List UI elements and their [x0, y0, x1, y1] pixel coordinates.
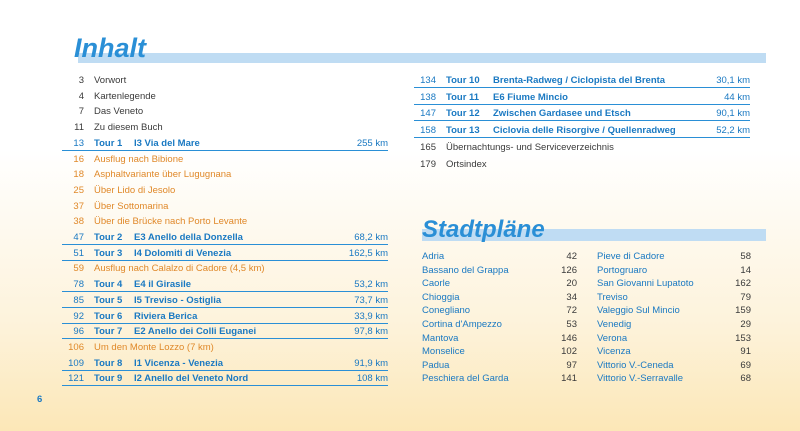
- entry-page: 4: [78, 90, 84, 102]
- city-page: 146: [561, 332, 577, 344]
- tour-distance: 162,5 km: [348, 247, 388, 259]
- stadt-title: Stadtpläne: [422, 216, 545, 243]
- contents-entry: [62, 152, 388, 167]
- city-page: 91: [740, 346, 751, 358]
- tour-entry: [62, 371, 388, 386]
- tour-number: Tour 10: [446, 75, 480, 86]
- entry-title: Vorwort: [94, 75, 127, 86]
- city-page: 58: [740, 251, 751, 262]
- city-name: Pieve di Cadore: [597, 251, 665, 262]
- page-number: 6: [37, 394, 43, 405]
- entry-page: 7: [78, 106, 84, 118]
- entry-title: Über die Brücke nach Porto Levante: [94, 216, 248, 228]
- city-name: Cortina d'Ampezzo: [422, 319, 502, 330]
- entry-page: 158: [420, 125, 436, 137]
- city-page: 102: [561, 346, 577, 358]
- entry-page: 134: [420, 75, 436, 86]
- entry-page: 138: [420, 91, 436, 103]
- tour-entry: [62, 230, 388, 245]
- tour-distance: 52,2 km: [716, 125, 750, 137]
- city-map-entry: [422, 359, 577, 373]
- city-name: Monselice: [422, 346, 465, 358]
- entry-page: 18: [73, 169, 84, 181]
- contents-title: Inhalt: [74, 33, 146, 63]
- tour-number: Tour 11: [446, 91, 480, 103]
- city-name: Chioggia: [422, 291, 460, 303]
- city-map-entry: [597, 318, 751, 332]
- tour-distance: 73,7 km: [354, 294, 388, 306]
- entry-title: E2 Anello dei Colli Euganei: [134, 326, 257, 338]
- city-page: 68: [740, 373, 751, 385]
- contents-title-band: [78, 53, 766, 63]
- entry-page: 106: [68, 341, 84, 353]
- city-name: Treviso: [597, 291, 628, 303]
- tour-entry: [62, 246, 388, 261]
- entry-page: 11: [74, 122, 84, 134]
- city-map-entry: [597, 264, 751, 278]
- city-name: Caorle: [422, 278, 450, 290]
- city-map-entry: [422, 250, 577, 264]
- tour-distance: 33,9 km: [354, 310, 388, 322]
- tour-number: Tour 13: [446, 125, 480, 137]
- city-name: Mantova: [422, 332, 459, 344]
- city-map-entry: [422, 304, 577, 318]
- entry-title: Ciclovia delle Risorgive / Quellenradweg: [493, 125, 676, 137]
- entry-title: I1 Vicenza - Venezia: [134, 357, 224, 369]
- entry-title: Kartenlegende: [94, 90, 156, 102]
- city-name: Verona: [597, 332, 628, 344]
- city-page: 34: [566, 291, 577, 303]
- city-map-entry: [422, 264, 577, 278]
- entry-page: 147: [420, 108, 436, 120]
- entry-page: 109: [68, 357, 84, 369]
- tour-distance: 90,1 km: [716, 108, 750, 120]
- entry-title: Brenta-Radweg / Ciclopista del Brenta: [493, 75, 666, 86]
- tour-entry: [414, 106, 750, 121]
- city-page: 69: [740, 359, 751, 371]
- city-name: Bassano del Grappa: [422, 264, 509, 276]
- contents-entry: [62, 261, 388, 276]
- entry-page: 85: [73, 294, 84, 306]
- contents-entry: [62, 340, 388, 355]
- tour-number: Tour 8: [94, 357, 123, 369]
- entry-title: Ortsindex: [446, 158, 487, 170]
- city-page: 79: [740, 291, 751, 303]
- entry-page: 38: [73, 216, 84, 228]
- contents-entry: [62, 120, 388, 135]
- city-name: Vittorio V.-Ceneda: [597, 359, 674, 371]
- city-map-entry: [422, 277, 577, 291]
- entry-page: 3: [78, 75, 84, 86]
- entry-title: Ausflug nach Bibione: [94, 153, 184, 165]
- tour-number: Tour 5: [94, 294, 123, 306]
- city-page: 14: [740, 264, 751, 276]
- city-page: 159: [735, 305, 751, 317]
- city-map-entry: [597, 359, 751, 373]
- tour-number: Tour 7: [94, 326, 123, 338]
- city-page: 20: [566, 278, 577, 290]
- tour-entry: [414, 73, 750, 88]
- entry-title: I4 Dolomiti di Venezia: [134, 247, 232, 259]
- city-name: San Giovanni Lupatoto: [597, 278, 694, 290]
- city-name: Peschiera del Garda: [422, 373, 509, 385]
- tour-number: Tour 1: [94, 137, 123, 149]
- tour-distance: 108 km: [356, 373, 388, 385]
- tour-entry: [62, 356, 388, 371]
- city-map-entry: [597, 372, 751, 386]
- tour-entry: [62, 277, 388, 292]
- city-map-entry: [422, 372, 577, 386]
- contents-entry: [62, 167, 388, 182]
- contents-entry: [414, 140, 750, 155]
- contents-entry: [62, 89, 388, 104]
- city-page: 126: [561, 264, 577, 276]
- city-page: 153: [735, 332, 751, 344]
- tour-number: Tour 2: [94, 232, 123, 243]
- entry-page: 165: [420, 141, 436, 153]
- entry-page: 47: [73, 232, 84, 243]
- city-map-entry: [422, 345, 577, 359]
- entry-page: 16: [73, 153, 84, 165]
- tour-entry: [414, 123, 750, 138]
- contents-entry: [62, 104, 388, 119]
- entry-page: 92: [73, 310, 84, 322]
- entry-page: 25: [73, 184, 84, 196]
- tour-entry: [62, 293, 388, 308]
- entry-title: E4 il Girasile: [134, 279, 192, 291]
- entry-title: Ausflug nach Calalzo di Cadore (4,5 km): [94, 263, 265, 275]
- entry-title: Riviera Berica: [134, 310, 198, 322]
- city-map-entry: [597, 345, 751, 359]
- tour-number: Tour 9: [94, 373, 123, 385]
- entry-title: Über Sottomarina: [94, 200, 169, 212]
- city-map-entry: [597, 304, 751, 318]
- city-map-entry: [422, 291, 577, 305]
- tour-distance: 30,1 km: [716, 75, 750, 86]
- entry-title: I3 Via del Mare: [134, 137, 200, 149]
- entry-page: 13: [73, 137, 84, 149]
- entry-page: 121: [68, 373, 84, 385]
- tour-number: Tour 3: [94, 247, 123, 259]
- entry-page: 51: [73, 247, 84, 259]
- city-map-entry: [597, 332, 751, 346]
- city-name: Venedig: [597, 319, 632, 330]
- tour-distance: 91,9 km: [354, 357, 388, 369]
- tour-number: Tour 6: [94, 310, 123, 322]
- city-page: 141: [561, 373, 577, 385]
- contents-entry: [62, 214, 388, 229]
- entry-title: Um den Monte Lozzo (7 km): [94, 341, 214, 353]
- entry-page: 59: [73, 263, 84, 275]
- tour-distance: 68,2 km: [354, 232, 388, 243]
- tour-distance: 97,8 km: [354, 326, 388, 338]
- tour-number: Tour 12: [446, 108, 480, 120]
- tour-number: Tour 4: [94, 279, 123, 291]
- tour-entry: [62, 136, 388, 151]
- entry-page: 96: [73, 326, 84, 338]
- city-name: Adria: [422, 251, 445, 262]
- city-name: Conegliano: [422, 305, 471, 317]
- city-name: Vicenza: [597, 346, 631, 358]
- contents-entry: [62, 183, 388, 198]
- tour-entry: [62, 309, 388, 324]
- tour-entry: [414, 90, 750, 105]
- tour-entry: [62, 324, 388, 339]
- city-page: 97: [566, 359, 577, 371]
- entry-title: E6 Fiume Mincio: [493, 91, 568, 103]
- entry-title: Das Veneto: [94, 106, 144, 118]
- city-name: Valeggio Sul Mincio: [597, 305, 680, 317]
- entry-title: Über Lido di Jesolo: [94, 184, 176, 196]
- city-name: Portogruaro: [597, 264, 648, 276]
- city-page: 162: [735, 278, 751, 290]
- tour-distance: 255 km: [356, 137, 388, 149]
- tour-distance: 44 km: [724, 91, 750, 103]
- entry-title: E3 Anello della Donzella: [134, 232, 243, 243]
- contents-entry: [62, 199, 388, 214]
- city-map-entry: [597, 250, 751, 264]
- city-page: 53: [566, 319, 577, 330]
- city-map-entry: [597, 277, 751, 291]
- entry-page: 179: [420, 158, 436, 170]
- entry-title: Asphaltvariante über Lugugnana: [94, 169, 232, 181]
- city-page: 42: [566, 251, 577, 262]
- city-page: 72: [566, 305, 577, 317]
- entry-page: 78: [73, 279, 84, 291]
- city-page: 29: [740, 319, 751, 330]
- tour-distance: 53,2 km: [354, 279, 388, 291]
- entry-title: I5 Treviso - Ostiglia: [134, 294, 222, 306]
- city-name: Vittorio V.-Serravalle: [597, 373, 684, 385]
- city-map-entry: [597, 291, 751, 305]
- entry-title: Übernachtungs- und Serviceverzeichnis: [446, 141, 614, 153]
- city-map-entry: [422, 332, 577, 346]
- entry-title: I2 Anello del Veneto Nord: [134, 373, 249, 385]
- contents-entry: [62, 73, 388, 88]
- city-name: Padua: [422, 359, 450, 371]
- contents-entry: [414, 157, 750, 172]
- city-map-entry: [422, 318, 577, 332]
- entry-page: 37: [73, 200, 84, 212]
- entry-title: Zu diesem Buch: [94, 122, 163, 134]
- entry-title: Zwischen Gardasee und Etsch: [493, 108, 631, 120]
